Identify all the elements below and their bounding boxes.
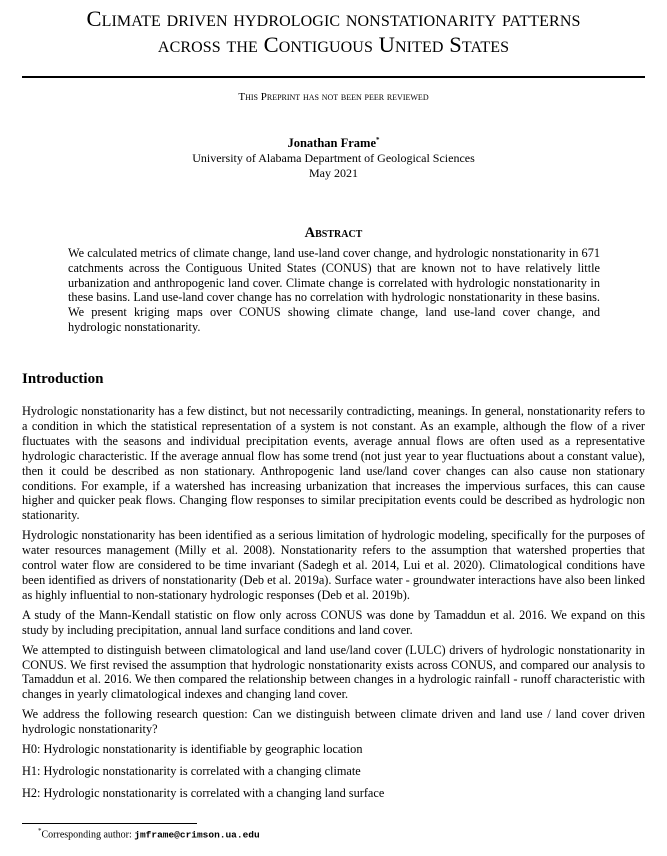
footnote-rule: [22, 823, 197, 824]
footnote-marker: *: [38, 827, 42, 835]
author-name: [0, 133, 667, 151]
abstract-heading: Abstract: [304, 225, 363, 241]
title-line-1: Climate driven hydrologic nonstationarity patterns: [86, 6, 581, 31]
author-email-link[interactable]: jmframe@crimson.ua.edu: [134, 829, 260, 841]
hypothesis-h2: H2: Hydrologic nonstationarity is correlated with a changing land surface: [22, 785, 385, 800]
paper-title: [0, 6, 667, 58]
paper-date: May 2021: [309, 166, 358, 181]
preprint-notice: This Preprint has not been peer reviewed: [238, 91, 429, 103]
intro-paragraph-1: Hydrologic nonstationarity has a few distinct, but not necessarily contradicting, meanings. In general, nonstationarity refers to a condition in which the statistical representation of a system is not constant. As an example, although the flow of a river fluctuates with the seasons and individual precipitation events, average annual flows are often used as a representative hydrologic characteristic. If the average annual flow has some trend (not just year to year fluctuations about a constant value), then it could be described as non stationary. Anthropogenic land use/land cover changes can also cause non stationary conditions. For example, if a watershed has increasing urbanization that increases the impervious surfaces, this can cause higher and quicker peak flows. Changing flow responses to similar precipitation events could be described as hydrologic non stationarity.: [22, 404, 645, 523]
title-line-2: across the Contiguous United States: [157, 32, 510, 57]
hypothesis-h1: H1: Hydrologic nonstationarity is correlated with a changing climate: [22, 763, 361, 778]
author-name-text: Jonathan Frame: [287, 136, 377, 151]
intro-paragraph-2: Hydrologic nonstationarity has been identified as a serious limitation of hydrologic modeling, specifically for the purposes of water resources management (Milly et al. 2008). Nonstationarity refers to the assumption that watershed properties that control water flow are considered to be time invariant (Sadegh et al. 2014, Lui et al. 2020). Climatological conditions have been identified as drivers of nonstationarity (Deb et al. 2019a). Surface water - groundwater interactions have also been linked as highly influential to non-stationary hydrologic responses (Deb et al. 2019b).: [22, 528, 645, 602]
intro-paragraph-4: We attempted to distinguish between climatological and land use/land cover (LULC) drivers of hydrologic nonstationarity in CONUS. We first revised the assumption that hydrologic nonstationarity exists across CONUS, and compared our analysis to Tamaddun et al. 2016. We then compared the relationship between changes in a hydrologic rainfall - runoff characteristic with changes in yearly climatological indexes and changing land cover.: [22, 642, 645, 702]
author-marker: *: [376, 136, 380, 144]
introduction-body: [22, 404, 645, 808]
author-affiliation: University of Alabama Department of Geological Sciences: [192, 151, 475, 166]
introduction-heading: Introduction: [22, 371, 104, 387]
abstract-text: We calculated metrics of climate change, land use-land cover change, and hydrologic nonstationarity in 671 catchments across the Contiguous United States (CONUS) that are known not to have relatively little urbanization and anthropogenic land cover. Climate change is correlated with hydrologic nonstationarity in these basins. Land use-land cover change has no correlation with hydrologic nonstationarity in these basins. We present kriging maps over CONUS showing climate change, land use-land cover change, and hydrologic nonstationarity.: [68, 246, 600, 334]
intro-paragraph-5: We address the following research question: Can we distinguish between climate driven and land use / land cover driven hydrologic nonstationarity?: [22, 707, 645, 737]
title-rule: [22, 76, 645, 78]
author-block: [0, 133, 667, 181]
intro-paragraph-3: A study of the Mann-Kendall statistic on flow only across CONUS was done by Tamaddun et al. 2016. We expand on this study by including precipitation, annual land surface conditions and land cover.: [22, 607, 645, 637]
footnote-label: Corresponding author:: [41, 829, 135, 841]
hypothesis-h0: H0: Hydrologic nonstationarity is identifiable by geographic location: [22, 742, 363, 757]
footnote: [38, 827, 260, 840]
